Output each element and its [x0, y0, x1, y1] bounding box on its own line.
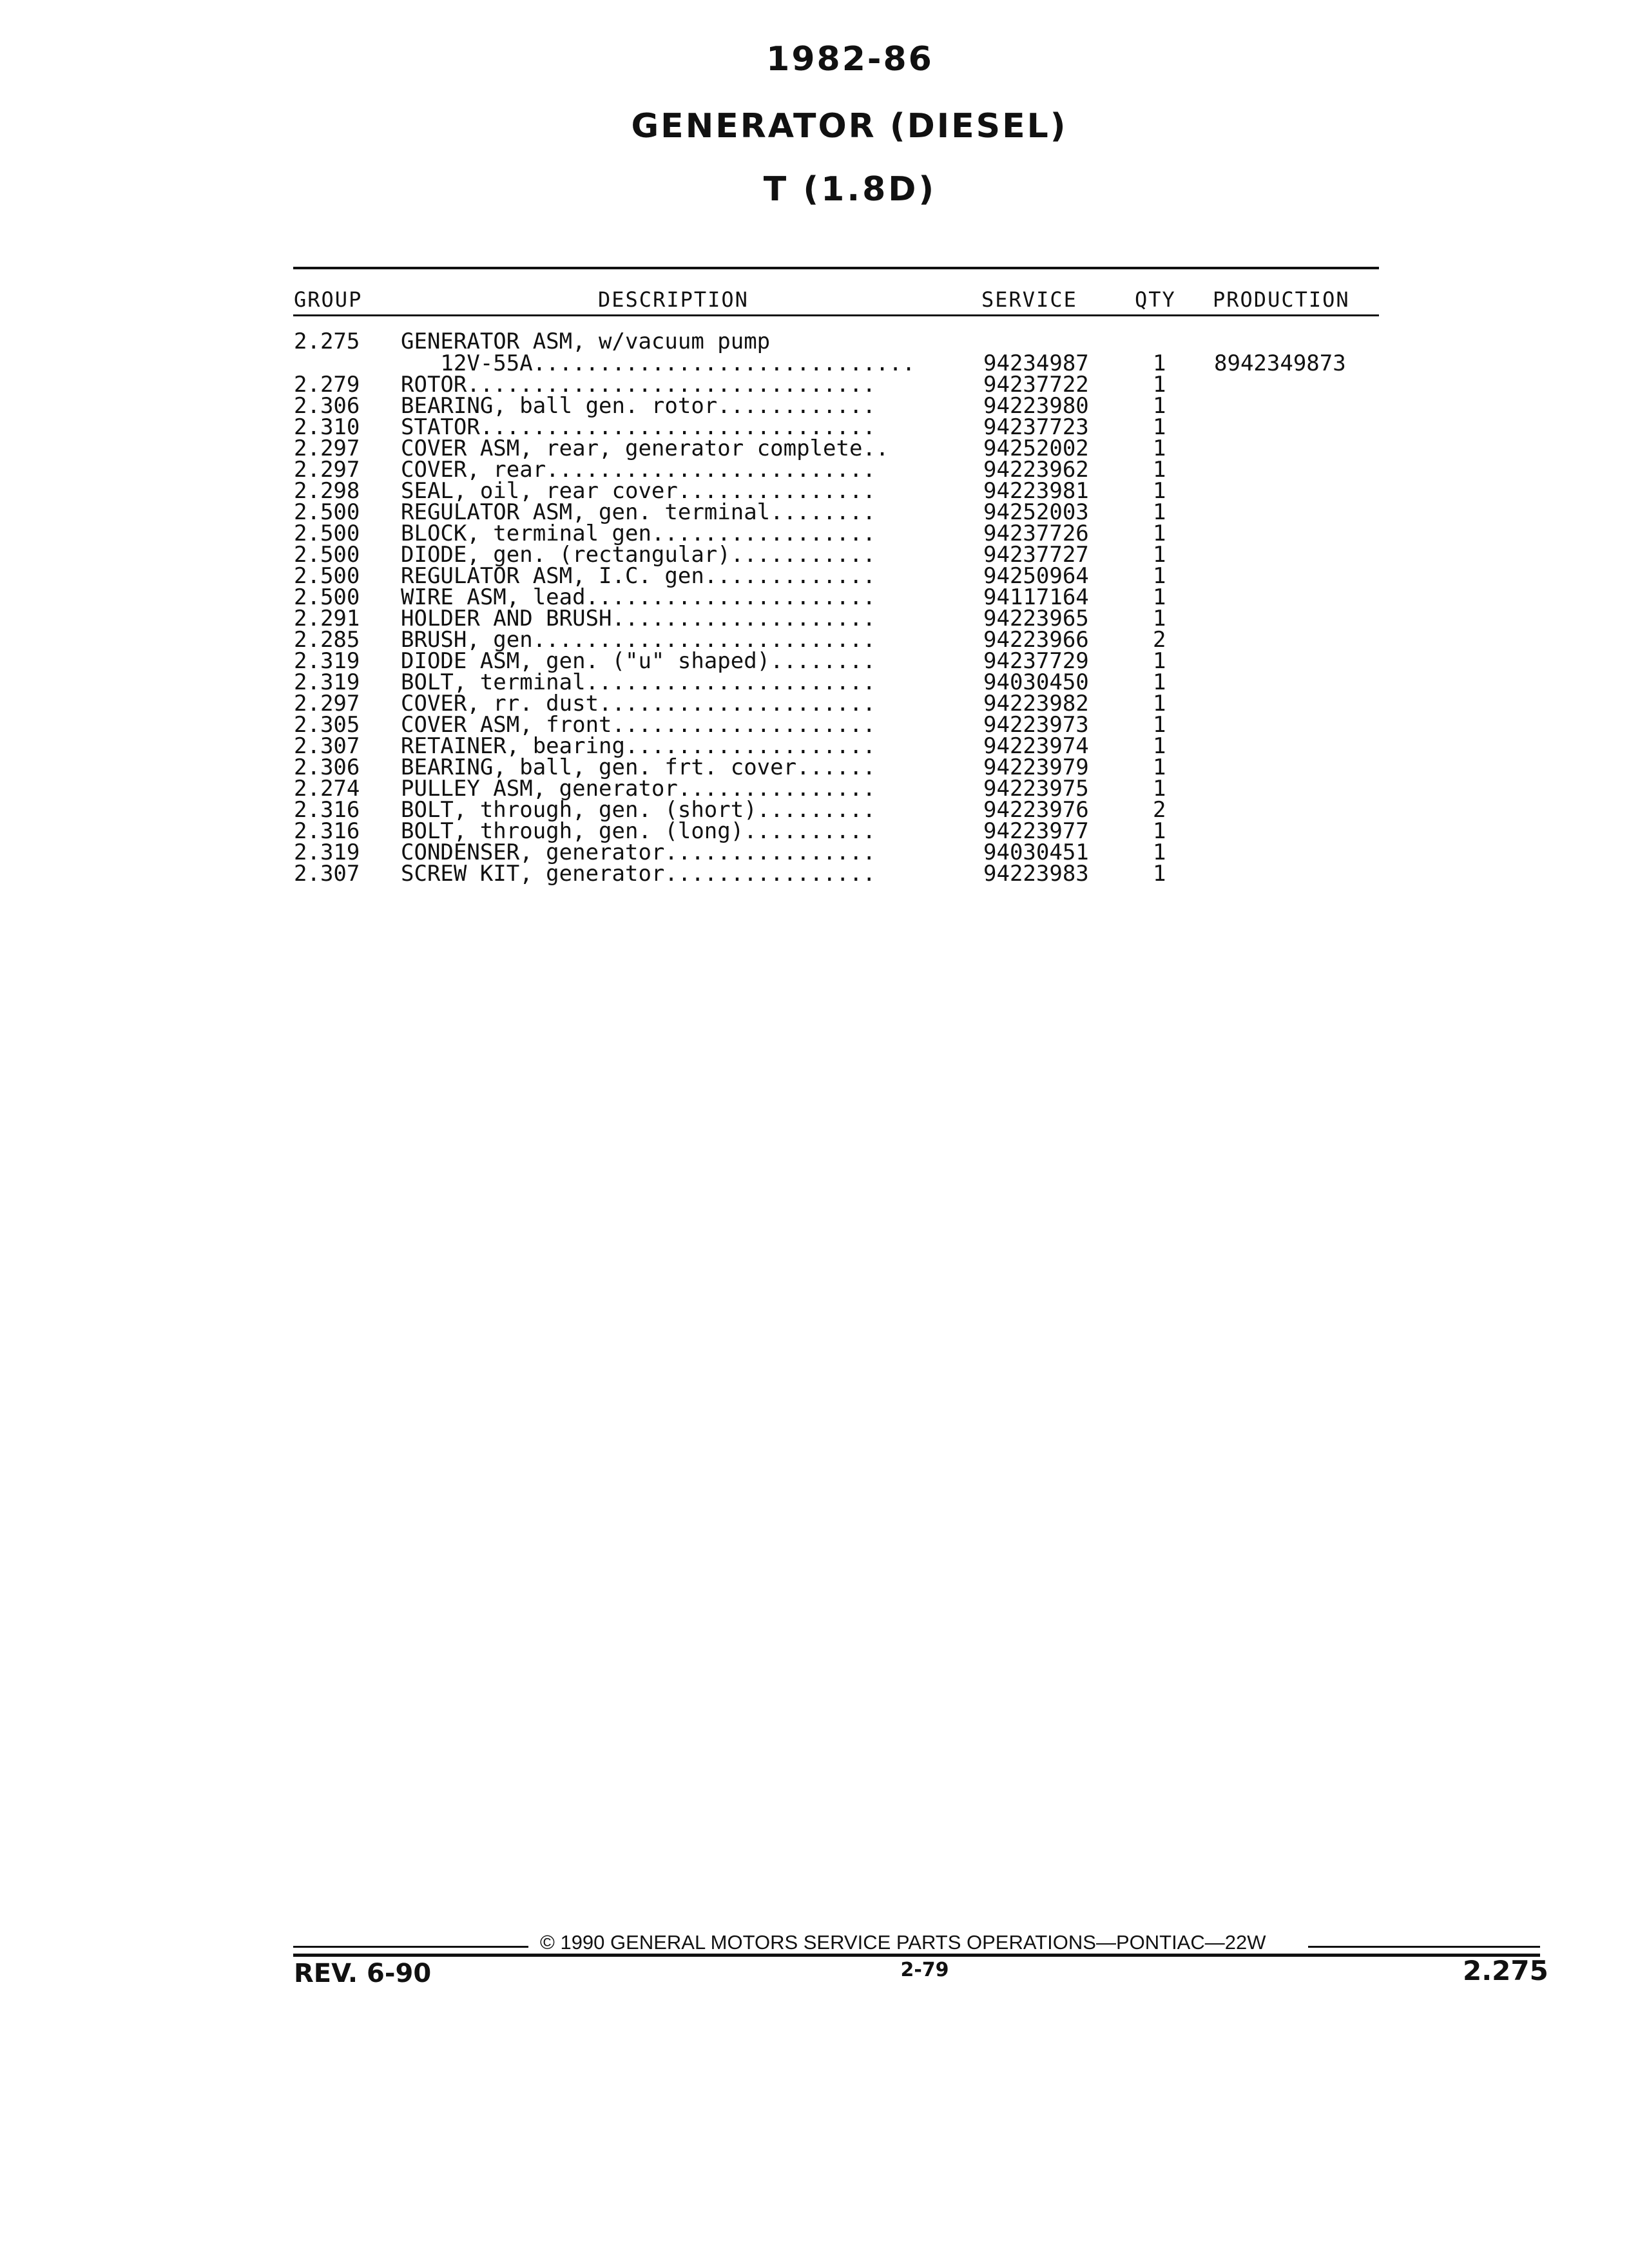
cell-qty: 1: [1153, 776, 1166, 802]
section-number: 2.275: [1463, 1955, 1548, 1986]
cell-group: 2.500: [294, 584, 360, 610]
page-title: GENERATOR (DIESEL): [631, 107, 1068, 146]
cell-description: DIODE, gen. (rectangular)...........: [401, 542, 876, 568]
cell-qty: 1: [1153, 861, 1166, 887]
cell-group: 2.306: [294, 754, 360, 780]
cell-description: WIRE ASM, lead......................: [401, 584, 876, 610]
cell-description: BOLT, terminal......................: [401, 669, 876, 695]
cell-description: GENERATOR ASM, w/vacuum pump: [401, 329, 771, 354]
cell-description: PULLEY ASM, generator...............: [401, 776, 876, 802]
cell-group: 2.285: [294, 627, 360, 653]
top-rule: [293, 267, 1379, 269]
cell-group: 2.500: [294, 499, 360, 525]
cell-description: SEAL, oil, rear cover...............: [401, 478, 876, 504]
cell-qty: 1: [1153, 648, 1166, 674]
cell-qty: 1: [1153, 372, 1166, 398]
cell-service: 94223977: [983, 818, 1089, 844]
cell-group: 2.307: [294, 861, 360, 887]
cell-service: 94237722: [983, 372, 1089, 398]
cell-service: 94223981: [983, 478, 1089, 504]
cell-service: 94237726: [983, 521, 1089, 546]
cell-service: 94237723: [983, 414, 1089, 440]
cell-group: 2.316: [294, 818, 360, 844]
cell-qty: 1: [1153, 754, 1166, 780]
cell-group: 2.319: [294, 840, 360, 865]
cell-qty: 1: [1153, 733, 1166, 759]
cell-group: 2.291: [294, 606, 360, 631]
cell-group: 2.297: [294, 457, 360, 483]
cell-qty: 1: [1153, 478, 1166, 504]
cell-qty: 1: [1153, 351, 1166, 376]
cell-description: 12V-55A.............................: [401, 351, 916, 376]
table-row: [294, 863, 1389, 885]
cell-qty: 1: [1153, 584, 1166, 610]
cell-service: 94223966: [983, 627, 1089, 653]
table-row: [294, 331, 1389, 353]
cell-service: 94223976: [983, 797, 1089, 823]
cell-production: 8942349873: [1214, 351, 1346, 376]
cell-service: 94030451: [983, 840, 1089, 865]
column-header-qty: QTY: [1135, 287, 1176, 312]
cell-group: 2.310: [294, 414, 360, 440]
cell-qty: 1: [1153, 691, 1166, 716]
cell-description: BOLT, through, gen. (long)..........: [401, 818, 876, 844]
cell-qty: 1: [1153, 669, 1166, 695]
cell-description: HOLDER AND BRUSH....................: [401, 606, 876, 631]
cell-service: 94237729: [983, 648, 1089, 674]
cell-group: 2.274: [294, 776, 360, 802]
cell-description: BRUSH, gen..........................: [401, 627, 876, 653]
cell-qty: 1: [1153, 840, 1166, 865]
cell-service: 94252002: [983, 436, 1089, 461]
cell-group: 2.298: [294, 478, 360, 504]
page-number: 2-79: [900, 1959, 949, 1981]
cell-qty: 2: [1153, 627, 1166, 653]
cell-service: 94250964: [983, 563, 1089, 589]
cell-service: 94223962: [983, 457, 1089, 483]
cell-description: COVER ASM, rear, generator complete..: [401, 436, 889, 461]
cell-description: REGULATOR ASM, gen. terminal........: [401, 499, 876, 525]
cell-service: 94237727: [983, 542, 1089, 568]
parts-table: [294, 331, 1389, 885]
cell-group: 2.275: [294, 329, 360, 354]
cell-group: 2.297: [294, 691, 360, 716]
cell-service: 94223965: [983, 606, 1089, 631]
cell-group: 2.279: [294, 372, 360, 398]
cell-group: 2.500: [294, 521, 360, 546]
cell-group: 2.316: [294, 797, 360, 823]
cell-qty: 1: [1153, 499, 1166, 525]
cell-service: 94223983: [983, 861, 1089, 887]
cell-description: BEARING, ball, gen. frt. cover......: [401, 754, 876, 780]
footer-rule-left: [293, 1946, 528, 1948]
cell-qty: 1: [1153, 436, 1166, 461]
cell-group: 2.500: [294, 563, 360, 589]
cell-description: REGULATOR ASM, I.C. gen.............: [401, 563, 876, 589]
cell-group: 2.500: [294, 542, 360, 568]
cell-qty: 1: [1153, 542, 1166, 568]
cell-group: 2.319: [294, 669, 360, 695]
cell-group: 2.297: [294, 436, 360, 461]
column-header-rule: [293, 314, 1379, 316]
cell-qty: 1: [1153, 393, 1166, 419]
cell-qty: 2: [1153, 797, 1166, 823]
cell-service: 94223979: [983, 754, 1089, 780]
cell-qty: 1: [1153, 457, 1166, 483]
cell-service: 94223980: [983, 393, 1089, 419]
column-header-group: GROUP: [294, 287, 363, 312]
cell-group: 2.307: [294, 733, 360, 759]
cell-description: COVER, rear.........................: [401, 457, 876, 483]
cell-qty: 1: [1153, 521, 1166, 546]
cell-service: 94223975: [983, 776, 1089, 802]
cell-description: COVER, rr. dust.....................: [401, 691, 876, 716]
column-header-service: SERVICE: [981, 287, 1077, 312]
cell-description: RETAINER, bearing...................: [401, 733, 876, 759]
cell-description: STATOR..............................: [401, 414, 876, 440]
column-header-description: DESCRIPTION: [598, 287, 749, 312]
cell-service: 94223982: [983, 691, 1089, 716]
cell-description: COVER ASM, front....................: [401, 712, 876, 738]
cell-description: ROTOR...............................: [401, 372, 876, 398]
cell-group: 2.306: [294, 393, 360, 419]
cell-qty: 1: [1153, 414, 1166, 440]
cell-description: BOLT, through, gen. (short).........: [401, 797, 876, 823]
page-subtitle-model: T (1.8D): [763, 170, 937, 209]
cell-qty: 1: [1153, 712, 1166, 738]
footer-rule-right: [1308, 1946, 1540, 1948]
page-years: 1982-86: [766, 40, 934, 79]
cell-description: BEARING, ball gen. rotor............: [401, 393, 876, 419]
revision-label: REV. 6-90: [294, 1959, 432, 1988]
cell-service: 94223973: [983, 712, 1089, 738]
cell-qty: 1: [1153, 818, 1166, 844]
cell-description: BLOCK, terminal gen.................: [401, 521, 876, 546]
cell-service: 94117164: [983, 584, 1089, 610]
cell-description: DIODE ASM, gen. ("u" shaped)........: [401, 648, 876, 674]
column-header-production: PRODUCTION: [1213, 287, 1350, 312]
footer-rule-bottom: [293, 1954, 1540, 1957]
cell-group: 2.319: [294, 648, 360, 674]
cell-service: 94223974: [983, 733, 1089, 759]
cell-qty: 1: [1153, 606, 1166, 631]
cell-service: 94252003: [983, 499, 1089, 525]
cell-description: CONDENSER, generator................: [401, 840, 876, 865]
cell-service: 94030450: [983, 669, 1089, 695]
cell-service: 94234987: [983, 351, 1089, 376]
cell-description: SCREW KIT, generator................: [401, 861, 876, 887]
copyright-notice: © 1990 GENERAL MOTORS SERVICE PARTS OPERATIONS—PONTIAC—22W: [540, 1931, 1266, 1954]
cell-qty: 1: [1153, 563, 1166, 589]
cell-group: 2.305: [294, 712, 360, 738]
